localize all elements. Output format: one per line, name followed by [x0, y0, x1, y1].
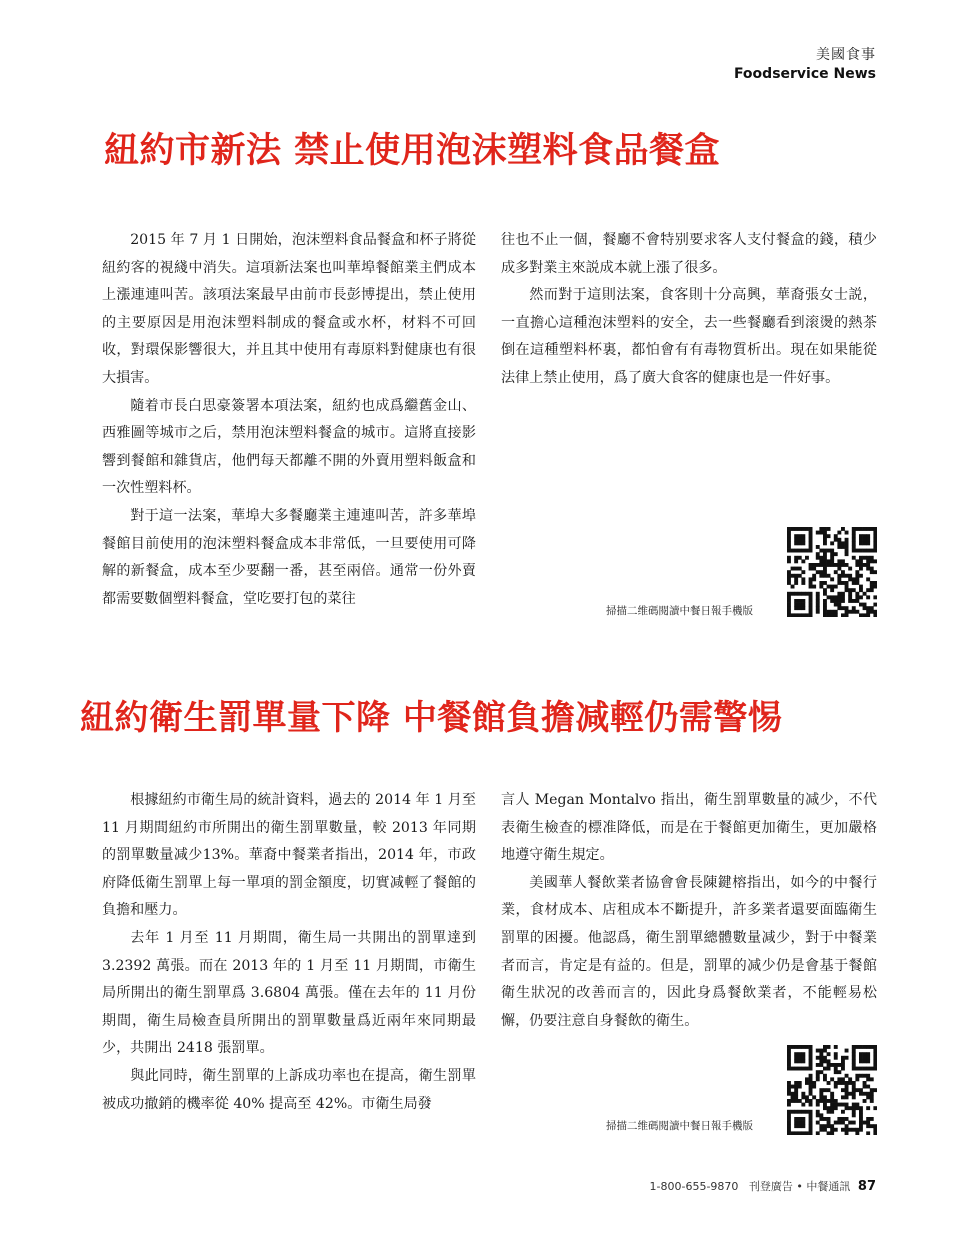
article2-qr-caption: 掃描二维碼閱讀中餐日報手機版 [606, 1120, 753, 1132]
page-number: 87 [857, 1179, 876, 1194]
article2-right-column [501, 787, 877, 1035]
article1-right-column [501, 227, 877, 393]
article2-paragraph: 去年 1 月至 11 月期間，衛生局一共開出的罰單達到 3.2392 萬張。而在 2013 年的 1 月至 11 月期間，市衛生局所開出的衛生罰單爲 3.6804 萬張。僅在去年的 11 月份期間，衛生局檢查員所開出的罰單數量爲近兩年來同期最少，共開出 2418 張罰單。 [102, 929, 476, 1057]
article1-left-column [102, 227, 476, 613]
article1-paragraph: 隨着市長白思豪簽署本項法案，紐約也成爲繼舊金山、西雅圖等城市之后，禁用泡沫塑料餐盒的城市。這將直接影響到餐館和雜貨店，他們每天都離不開的外賣用塑料飯盒和一次性塑料杯。 [102, 397, 476, 497]
section-title-english: Foodservice News [733, 66, 876, 82]
footer-phone: 1-800-655-9870 [649, 1180, 739, 1193]
article2-paragraph: 與此同時，衛生罰單的上訴成功率也在提高，衛生罰單被成功撤銷的機率從 40% 提高至 42%。市衛生局發 [102, 1067, 476, 1112]
article2-paragraph: 美國華人餐飲業者協會會長陳鍵榕指出，如今的中餐行業，食材成本、店租成本不斷提升，許多業者還要面臨衛生罰單的困擾。他認爲，衛生罰單總體數量减少，對于中餐業者而言，肯定是有益的。但是，罰單的减少仍是會基于餐館衛生狀况的改善而言的，因此身爲餐飲業者，不能輕易松懈，仍要注意自身餐飲的衛生。 [501, 874, 877, 1029]
page-footer [650, 1178, 876, 1194]
section-label [734, 46, 876, 84]
article1-paragraph: 然而對于這則法案，食客則十分高興，華裔張女士説，一直擔心這種泡沫塑料的安全，去一些餐廳看到滚燙的熱茶倒在這種塑料杯裏，都怕會有有毒物質析出。現在如果能從法律上禁止使用，爲了廣大食客的健康也是一件好事。 [501, 287, 877, 386]
article1-paragraph: 2015 年 7 月 1 日開始，泡沫塑料食品餐盒和杯子將從紐約客的視綫中消失。這項新法案也叫華埠餐館業主們成本上漲連連叫苦。該項法案最早由前市長彭博提出，禁止使用的主要原因是用泡沫塑料制成的餐盒或水杯，材料不可回收，對環保影響很大，并且其中使用有毒原料對健康也有很大損害。 [102, 232, 476, 386]
article1-headline: 紐約市新法 禁止使用泡沫塑料食品餐盒 [104, 130, 721, 171]
article2-paragraph: 根據紐約市衛生局的統計資料，過去的 2014 年 1 月至 11 月期間紐約市所開出的衛生罰單數量，較 2013 年同期的罰單數量减少13%。華裔中餐業者指出，2014 年，市政府降低衛生罰單上每一單項的罰金額度，切實减輕了餐館的負擔和壓力。 [102, 792, 476, 919]
section-title-chinese: 美國食事 [816, 47, 876, 63]
footer-info: 刊登廣告 • 中餐通訊 [748, 1180, 851, 1193]
article2-paragraph: 言人 Megan Montalvo 指出，衛生罰單數量的减少，不代表衛生檢查的標准降低，而是在于餐館更加衛生，更加嚴格地遵守衛生規定。 [501, 792, 877, 864]
article1-qr-caption: 掃描二维碼閱讀中餐日報手機版 [606, 605, 753, 617]
article2-left-column [102, 787, 476, 1118]
qr-code-icon[interactable] [787, 1045, 877, 1135]
qr-code-icon[interactable] [787, 527, 877, 617]
article1-paragraph: 往也不止一個，餐廳不會特别要求客人支付餐盒的錢，積少成多對業主來説成本就上漲了很多。 [501, 232, 877, 276]
article2-headline: 紐約衛生罰單量下降 中餐館負擔减輕仍需警惕 [80, 698, 783, 738]
article1-paragraph: 對于這一法案，華埠大多餐廳業主連連叫苦，許多華埠餐館目前使用的泡沫塑料餐盒成本非常低，一旦要使用可降解的新餐盒，成本至少要翻一番，甚至兩倍。通常一份外賣都需要數個塑料餐盒，堂吃要打包的菜往 [102, 507, 476, 607]
